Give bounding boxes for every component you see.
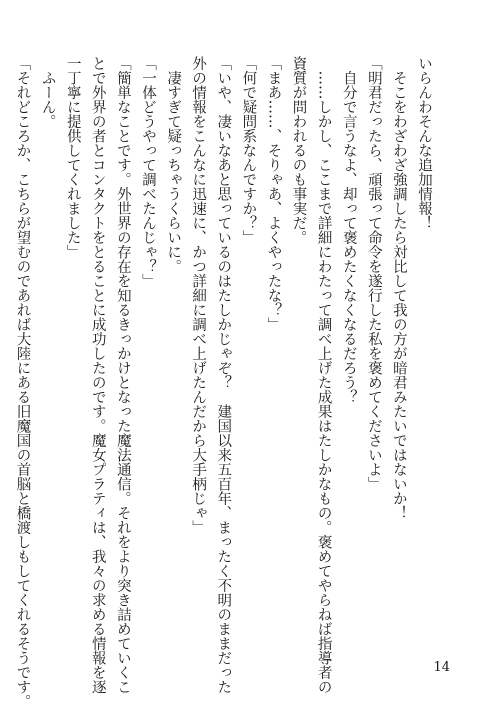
text-line-16: ふーん。 (39, 56, 56, 129)
text-line-6: 資質が問われるのも事実だ。 (290, 56, 307, 245)
text-line-3: 「明君だったら、頑張って命令を遂行した私を褒めてくださいよ」 (365, 56, 382, 491)
text-line-11: 凄すぎて疑っちゃうくらいに。 (165, 56, 182, 274)
text-line-8: 「何で疑問系なんですか？」 (240, 56, 257, 245)
text-line-5: ……しかし、ここまで詳細にわたって調べ上げた成果はたしかなもの。褒めてやらねば指導者の (315, 56, 332, 694)
text-line-14: とで外界の者とコンタクトをとることに成功したのです。魔女プラティは、我々の求める情報を逐 (89, 56, 106, 694)
text-line-2: そこをわざわざ強調したら対比して我の方が暗君みたいではないか！ (390, 56, 407, 520)
text-line-1: いらんわそんな追加情報！ (416, 56, 432, 230)
text-line-15: 一丁寧に提供してくれました」 (64, 56, 81, 259)
text-line-9: 「いや、凄いなあと思っているのはたしかじゃぞ？ 建国以来五百年、まったく不明のままだった (215, 56, 232, 694)
text-line-12: 「一体どうやって調べたんじゃ？」 (139, 56, 156, 288)
text-line-13: 「簡単なことです。外世界の存在を知るきっかけとなった魔法通信。それをより突き詰めていくこ (114, 56, 131, 694)
text-line-7: 「まあ……、そりゃあ、よくやったな？」 (265, 56, 282, 332)
text-line-17: 「それどころか、こちらが望むのであれば大陸にある旧魔国の首脳と橋渡しもしてくれるそうです。 (14, 56, 31, 709)
text-line-10: 外の情報をこんなに迅速に、かつ詳細に調べ上げたんだから大手柄じゃ」 (190, 56, 207, 535)
text-line-4: 自分で言うなよ、却って褒めたくなくなるだろう？ (340, 56, 357, 404)
page-number: 14 (433, 660, 450, 675)
vertical-text-body (14, 56, 436, 709)
